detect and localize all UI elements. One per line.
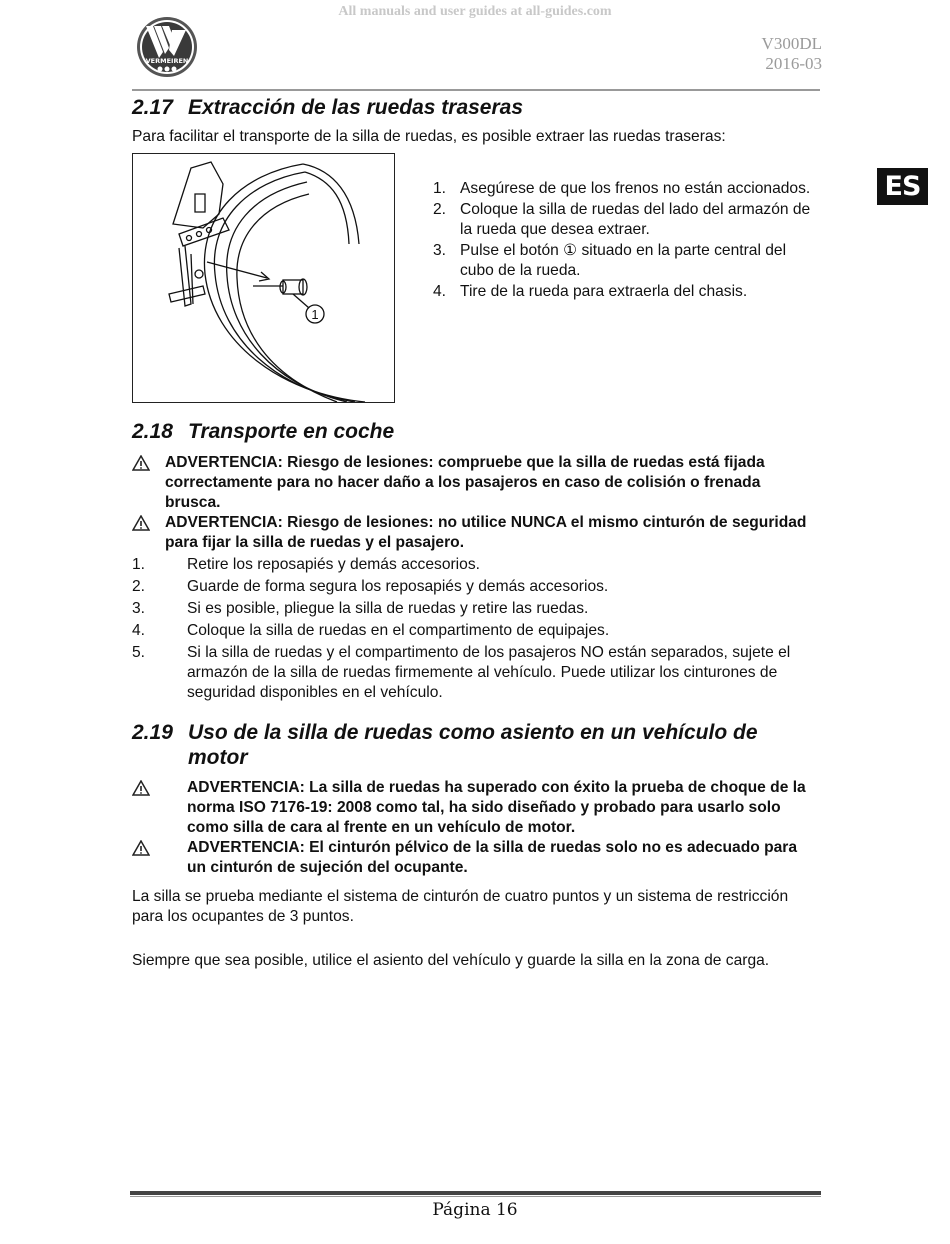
section-2-17-intro: Para facilitar el transporte de la silla de ruedas, es posible extraer las ruedas traseras: — [132, 128, 726, 145]
svg-text:VERMEIREN: VERMEIREN — [145, 57, 189, 65]
wheel-illustration — [133, 154, 394, 402]
warning-block: ADVERTENCIA: El cinturón pélvico de la silla de ruedas solo no es adecuado para un cinturón de sujeción del ocupante. — [132, 838, 820, 878]
section-2-19-paragraph: Siempre que sea posible, utilice el asiento del vehículo y guarde la silla en la zona de carga. — [132, 952, 770, 969]
language-tab: ES — [877, 168, 928, 205]
warning-block: ADVERTENCIA: Riesgo de lesiones: no utilice NUNCA el mismo cinturón de seguridad para fijar la silla de ruedas y el pasajero. — [132, 513, 820, 553]
list-item: 4. Tire de la rueda para extraerla del chasis. — [433, 283, 748, 300]
list-item: 3. Pulse el botón ① situado en la parte central del cubo de la rueda. — [433, 242, 787, 279]
list-item: 1. Asegúrese de que los frenos no están accionados. — [433, 180, 811, 197]
section-2-18-steps — [132, 555, 820, 703]
warning-triangle-icon — [132, 453, 165, 513]
footer-rule — [130, 1196, 821, 1197]
list-item: 3. Si es posible, pliegue la silla de ruedas y retire las ruedas. — [132, 600, 589, 617]
warning-block: ADVERTENCIA: Riesgo de lesiones: compruebe que la silla de ruedas está fijada correctamente para no hacer daño a los pasajeros en caso de colisión o frenada brusca. — [132, 453, 820, 513]
warning-block: ADVERTENCIA: La silla de ruedas ha superado con éxito la prueba de choque de la norma ISO 7176-19: 2008 como tal, ha sido diseñado y probado para usarlo solo como silla de cara al frente en un vehículo de motor. — [132, 778, 820, 838]
footer-rule — [130, 1191, 821, 1195]
page-number: Página 16 — [432, 1200, 518, 1220]
warning-triangle-icon — [132, 778, 187, 838]
figure-row — [132, 153, 820, 403]
section-2-19-heading: 2.19 Uso de la silla de ruedas como asiento en un vehículo de motor — [132, 721, 758, 769]
warning-triangle-icon — [132, 838, 187, 878]
section-2-17-heading: 2.17 Extracción de las ruedas traseras — [132, 96, 524, 119]
model-number: V300DL — [761, 34, 822, 53]
callout-label: 1 — [311, 307, 319, 322]
list-item: 5. Si la silla de ruedas y el compartimento de los pasajeros NO están separados, sujete el armazón de la silla de ruedas firmemente al vehículo. Puede utilizar los cinturones de seguridad disponibles en el vehículo. — [132, 644, 791, 701]
section-2-18-heading: 2.18 Transporte en coche — [132, 420, 395, 443]
warning-triangle-icon — [132, 513, 165, 553]
revision-date: 2016-03 — [765, 54, 822, 73]
wheel-removal-figure — [132, 153, 395, 403]
section-2-19-paragraph: La silla se prueba mediante el sistema de cinturón de cuatro puntos y un sistema de restricción para los ocupantes de 3 puntos. — [132, 888, 789, 925]
list-item: 4. Coloque la silla de ruedas en el compartimento de equipajes. — [132, 622, 610, 639]
header-rule — [132, 89, 820, 91]
list-item: 2. Coloque la silla de ruedas del lado del armazón de la rueda que desea extraer. — [433, 201, 811, 238]
list-item: 2. Guarde de forma segura los reposapiés y demás accesorios. — [132, 578, 609, 595]
section-2-17-steps — [433, 179, 820, 403]
watermark: All manuals and user guides at all-guides.com — [338, 4, 612, 19]
vermeiren-logo — [136, 16, 198, 78]
list-item: 1. Retire los reposapiés y demás accesorios. — [132, 556, 480, 573]
document-info — [762, 34, 822, 74]
page-content — [132, 93, 820, 971]
